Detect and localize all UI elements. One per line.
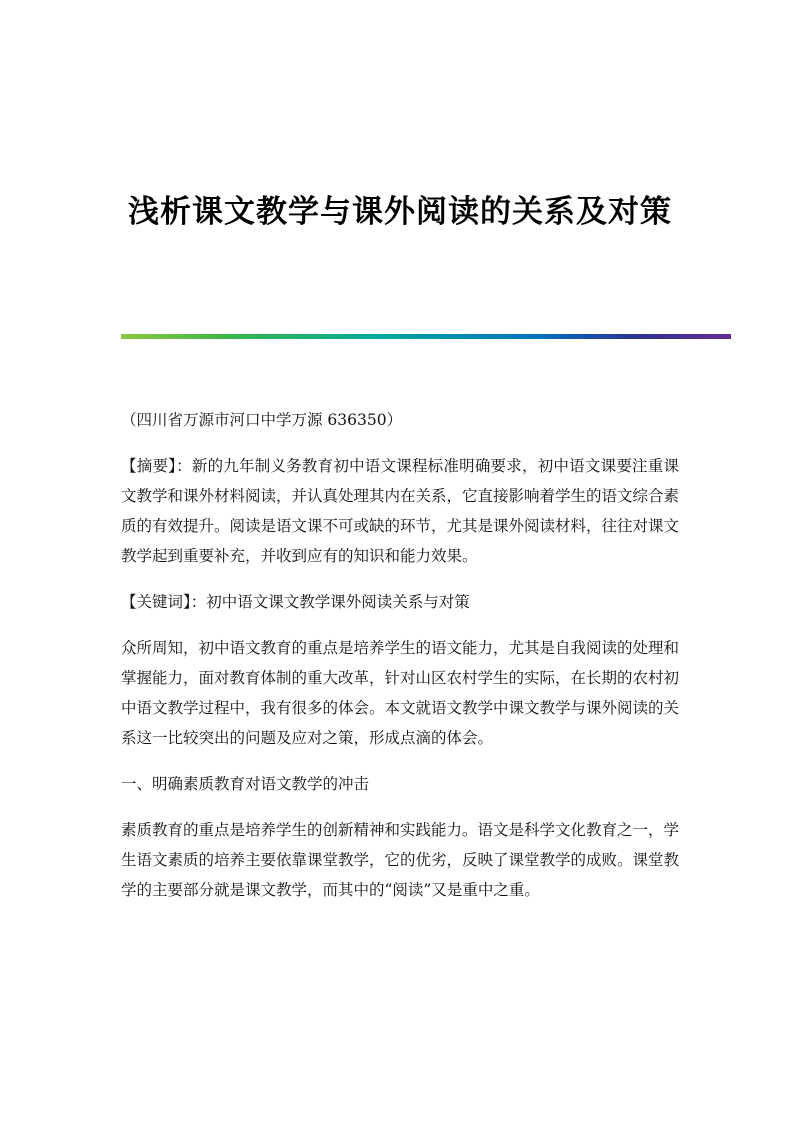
keywords-label: 【关键词】： [121, 593, 207, 611]
document-body [121, 405, 679, 905]
body-paragraph-2: 素质教育的重点是培养学生的创新精神和实践能力。语文是科学文化教育之一，学生语文素质的培养主要依靠课堂教学，它的优劣，反映了课堂教学的成败。课堂教学的主要部分就是课文教学，而其中的“阅读”又是重中之重。 [121, 821, 680, 899]
document-title: 浅析课文教学与课外阅读的关系及对策 [128, 194, 672, 230]
abstract-text: 新的九年制义务教育初中语文课程标准明确要求，初中语文课要注重课文教学和课外材料阅读，并认真处理其内在关系，它直接影响着学生的语文综合素质的有效提升。阅读是语文课不可或缺的环节，尤其是课外阅读材料，往往对课文教学起到重要补充，并收到应有的知识和能力效果。 [121, 457, 680, 565]
section-heading-1: 一、明确素质教育对语文教学的冲击 [121, 775, 370, 793]
author-affiliation: （四川省万源市河口中学万源 636350） [121, 411, 403, 429]
keywords-text: 初中语文课文教学课外阅读关系与对策 [206, 593, 470, 611]
body-paragraph-1: 众所周知，初中语文教育的重点是培养学生的语文能力，尤其是自我阅读的处理和掌握能力，面对教育体制的重大改革，针对山区农村学生的实际，在长期的农村初中语文教学过程中，我有很多的体会。本文就语文教学中课文教学与课外阅读的关系这一比较突出的问题及应对之策，形成点滴的体会。 [121, 639, 680, 747]
abstract [121, 451, 679, 571]
keywords [121, 587, 679, 617]
abstract-label: 【摘要】： [121, 457, 192, 475]
title-divider [121, 334, 731, 339]
